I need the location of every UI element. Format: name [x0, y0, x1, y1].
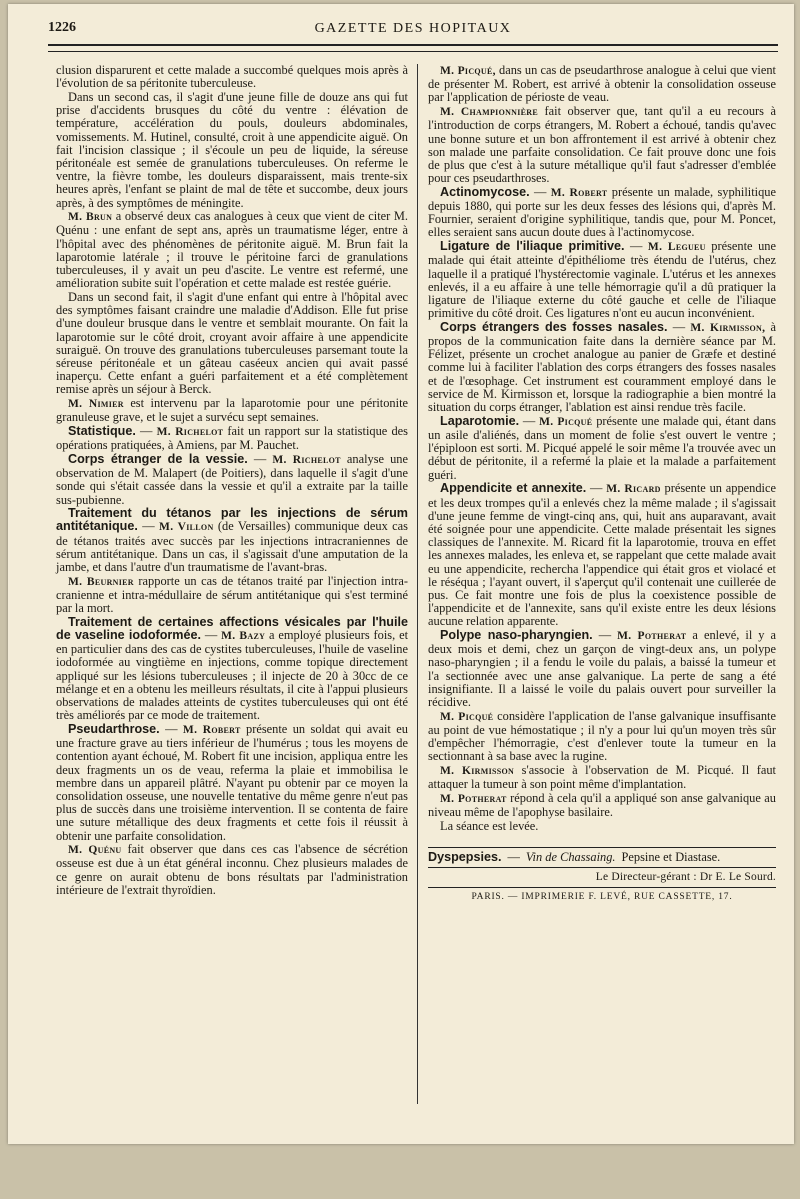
speaker-name: M. Villon — [159, 521, 214, 534]
paragraph-text: fait un rapport sur la statistique des opérations pratiquées, à Amiens, par M. Pauchet. — [56, 423, 408, 453]
newspaper-page — [8, 4, 794, 1144]
section-title: Corps étranger de la vessie. — [68, 451, 248, 466]
right-column — [428, 64, 776, 905]
article-paragraph — [428, 710, 776, 764]
speaker-name: M. Legueu — [647, 241, 706, 254]
header-rule — [48, 44, 778, 52]
paragraph-text: fait observer que, tant qu'il a eu recours à l'introduction de corps étrangers, M. Robert a échoué, tandis qu'avec une bonne suture et un bon affrontement il est arrivé à obtenir chez son malade une parfaite consolidation. Ce fait prouve donc une fois de plus que c'est à la suture métallique qu'il faut s'adresser d'emblée pour ces pseudarthroses. — [428, 104, 776, 186]
speaker-name: M. Beurnier — [68, 575, 134, 588]
section-title: Traitement du tétanos par les injections de sérum antitétanique. — [56, 506, 408, 534]
footer-rule-middle — [428, 867, 776, 868]
speaker-name: M. Quénu — [68, 844, 122, 857]
paragraph-text: répond à cela qu'il a appliqué son anse galvanique au niveau même de l'apophyse basilaire. — [428, 790, 776, 820]
paragraph-text: est intervenu par la laparotomie pour une péritonite granuleuse grave, et le sujet a survécu sept semaines. — [56, 396, 409, 425]
paragraph-text: considère l'application de l'anse galvanique insuffisante au point de vue hémostatique ; il n'y a pour lui qu'un moyen très sûr d'empêcher l'hémorragie, c'est d'enlever toute la tumeur en la sectionnant à sa base avec la rugine. — [428, 708, 776, 764]
article-paragraph: Appendicite et annexite. — M. Ricard présente un appendice et les deux trompes qu'il a enlevés chez la même malade ; il s'agissait d'une jeune femme de vingt-cinq ans, qui, huit ans auparavant, avait été soignée pour une appendicite. Cette malade présentait les signes classiques de l'annexite. M. Ricard fit la laparotomie, trouva en effet les annexes malades, les enleva et, se rappelant que cette malade avait eu une appendicite, rechercha l'appendice qui était gros et violacé et le réséqua ; l'ayant ouvert, il s'aperçut qu'il contenait une cuillerée de pus. Ce fait montre une fois de plus la coexistence possible de l'appendicite et de l'annexite, sans qu'il existe entre les deux lésions aucune relation apparente. — [428, 481, 776, 629]
advert-products: Pepsine et Diastase. — [621, 850, 721, 865]
article-paragraph: Statistique. — M. Richelot fait un rapport sur la statistique des opérations pratiquées, à Amiens, par M. Pauchet. — [56, 423, 408, 453]
article-paragraph — [428, 105, 776, 185]
right-column-body — [428, 64, 776, 833]
paragraph-text: a employé plusieurs fois, et en particulier dans des cas de cystites tuberculeuses, l'huile de vaseline iodoformée au vingtième en injections, comme topique directement appliqué sur les lésions tuberculeuses ; il injecte de 20 à 30cc de ce mélange et en a obtenu les meilleurs résultats, il cite à l'appui plusieurs observations de malades atteints de cystites tuberculeuses qui ont été très améliorés par ce mode de traitement. — [56, 628, 409, 723]
article-paragraph — [428, 820, 776, 833]
speaker-name: M. Brun — [68, 211, 113, 224]
speaker-name: M. Richelot — [272, 453, 341, 466]
speaker-name: M. Robert — [550, 186, 608, 199]
paragraph-text: a observé deux cas analogues à ceux que vient de citer M. Quénu : une enfant de sept ans, après un traumatisme léger, entre à l'hôpital avec des phénomènes de péritonite aiguë. M. Brun fait la laparotomie latérale ; il trouve le péritoine farci de granulations tuberculeuses, il y avait un peu d'ascite. Le ventre est refermé, une amélioration subite suit l'opération et cette malade est restée guérie. — [56, 209, 408, 291]
journal-title: GAZETTE DES HOPITAUX — [314, 21, 512, 36]
advert-text: Vin de Chassaing. — [525, 850, 616, 865]
advert-line — [428, 851, 776, 864]
page-header — [48, 18, 778, 42]
article-paragraph: Traitement du tétanos par les injections de sérum antitétanique. — M. Villon (de Versailles) communique deux cas de tétanos traités avec succès par les injections intracraniennes de sérum antitétanique. Dans un cas, il s'agissait d'une amputation de la jambe, et dans l'autre d'un traumatisme de l'avant-bras. — [56, 506, 408, 575]
footer-rule-bottom — [428, 887, 776, 888]
section-title: Polype naso-pharyngien. — [440, 628, 593, 643]
paragraph-text: s'associe à l'observation de M. Picqué. Il faut attaquer la tumeur à son point même d'implantation. — [428, 763, 776, 792]
article-paragraph — [428, 792, 776, 819]
speaker-name: M. Ricard — [606, 483, 661, 496]
paragraph-text: La séance est levée. — [440, 818, 539, 833]
speaker-name: M. Picqué, — [440, 65, 496, 77]
paragraph-text: à propos de la communication faite dans la dernière séance par M. Félizet, présente un crochet analogue au panier de Græfe et destiné comme lui à faciliter l'ablation des corps étrangers des fosses nasales et de l'œsophage. Cet instrument est couramment employé dans le service de M. Kirmisson et, lorsque la radiographie a bien montré la situation du corps étranger, l'ablation est ainsi rendue très facile. — [428, 319, 777, 415]
speaker-name: M. Potherat — [617, 630, 687, 643]
speaker-name: M. Robert — [182, 723, 241, 736]
section-title: Laparotomie. — [440, 413, 520, 428]
article-paragraph — [56, 210, 408, 290]
section-title: Corps étrangers des fosses nasales. — [440, 319, 668, 334]
advert-dash: — — [507, 850, 520, 865]
page-number: 1226 — [48, 20, 76, 35]
article-paragraph: Ligature de l'iliaque primitive. — M. Legueu présente une malade qui était atteinte d'épithéliome très étendu de l'utérus, chez laquelle il a pratiqué l'hystérectomie vaginale. L'utérus et les annexes enlevés, il a eu affaire à une telle hémorragie qu'il a dû pratiquer la ligature de l'iliaque externe du côté gauche et celle de l'iliaque primitive du côté droit. Ces ligatures n'ont eu aucun inconvénient. — [428, 239, 776, 321]
article-paragraph: Traitement de certaines affections vésicales par l'huile de vaseline iodoformée. — M. Bazy a employé plusieurs fois, et en particulier dans des cas de cystites tuberculeuses, l'huile de vaseline iodoformée au vingtième en injections, comme topique directement appliqué sur les lésions tuberculeuses ; il injecte de 20 à 30cc de ce mélange et en a obtenu les meilleurs résultats, il cite à l'appui plusieurs observations de malades atteints de cystites tuberculeuses qui ont été très améliorés par ce mode de traitement. — [56, 614, 409, 723]
speaker-name: M. Championnière — [440, 106, 539, 119]
paragraph-text: rapporte un cas de tétanos traité par l'injection intra-cranienne et intra-médullaire de sérum antitétanique qui s'est terminé par la mort. — [56, 573, 408, 616]
paragraph-text: Dans un second cas, il s'agit d'une jeune fille de douze ans qui fut prise d'accidents brusques du côté du ventre : élévation de température, accélération du pouls, douleurs abdominales, vomissements. M. Hutinel, consulté, croit à une appendicite aiguë. On fait l'incision classique ; il s'écoule un peu de liquide, la séreuse péritonéale est semée de granulations tuberculeuses. On referme le ventre, la fièvre tombe, les douleurs disparaissent, mais trente-six heures après, l'enfant se plaint de mal de tête et succombe, deux jours après, à des symptômes de méningite. — [56, 89, 408, 210]
article-paragraph — [56, 397, 408, 424]
paragraph-text: clusion disparurent et cette malade a succombé quelques mois après à l'évolution de sa péritonite tuberculeuse. — [56, 63, 408, 91]
paragraph-text: analyse une observation de M. Malapert (de Poitiers), dans laquelle il s'agit d'une sonde qui s'était cassée dans la vessie et qu'il a extraite par la taille sus-pubienne. — [56, 451, 408, 507]
speaker-name: M. Picqué — [539, 415, 593, 428]
paragraph-text: Dans un second fait, il s'agit d'une enfant qui entre à l'hôpital avec des symptômes faisant craindre une maladie d'Addison. Elle fut prise d'une douleur brusque dans le ventre et semblait mourante. On fait la laparotomie sur le côté droit, croyant avoir affaire à une appendicite suraiguë. On trouve des granulations tuberculeuses parsemant toute la séreuse péritonéale et un gâteau caséeux ancien qui avait passé inaperçu. Cette enfant a guéri parfaitement et a été complètement remise après un séjour à Berck. — [56, 289, 408, 397]
article-paragraph: Corps étrangers des fosses nasales. — M. Kirmisson, à propos de la communication faite dans la dernière séance par M. Félizet, présente un crochet analogue au panier de Græfe et destiné comme lui à faciliter l'ablation des corps étrangers des fosses nasales et de l'œsophage. Cet instrument est couramment employé dans le service de M. Kirmisson et, lorsque la radiographie a bien montré la situation du corps étranger, l'ablation est ainsi rendue très facile. — [428, 319, 777, 415]
paragraph-text: présente un appendice et les deux trompes qu'il a enlevés chez la même malade ; il s'agissait d'une jeune femme de vingt-cinq ans, qui, huit ans auparavant, avait été soignée pour une appendicite. Cette malade présentait les signes classiques de l'annexite. M. Ricard fit la laparotomie, trouva en effet les annexes malades, les enleva et, se rappelant que cette malade avait eu une appendicite, rechercha l'appendice qui était gros et violacé et le réséqua ; l'ayant ouvert, il s'aperçut qu'il contenait une cuillerée de pus. Ce fait montre une fois de plus la coexistence possible de l'appendicite et de l'annexite, sans qu'il existe entre les deux lésions aucune relation apparente. — [428, 481, 776, 629]
article-paragraph — [428, 64, 776, 105]
speaker-name: M. Kirmisson, — [690, 321, 766, 334]
article-paragraph: Pseudarthrose. — M. Robert présente un soldat qui avait eu une fracture grave au tiers inférieur de l'humérus ; tous les moyens de contention ayant échoué, M. Robert fit une incision, appliqua entre les deux fragments un os de veau, referma la plaie et immobilisa le membre dans un appareil plâtré. N'ayant pu obtenir par ce moyen la consolidation osseuse, une nouvelle tentative du même genre n'eut pas plus de succès dans une troisième intervention. Il se contenta de faire une suture métallique des deux fragments et cette fois il réussit à obtenir une parfaite consolidation. — [56, 721, 408, 843]
section-title: Statistique. — [68, 423, 136, 438]
speaker-name: M. Richelot — [156, 425, 224, 438]
article-paragraph — [56, 291, 408, 397]
section-title: Actinomycose. — [440, 184, 530, 199]
paragraph-text: dans un cas de pseudarthrose analogue à celui que vient de présenter M. Robert, est arrivé à obtenir la consolidation osseuse par l'application de périoste de veau. — [428, 63, 776, 105]
footer — [428, 847, 776, 905]
speaker-name: M. Bazy — [221, 630, 266, 643]
paragraph-text: a enlevé, il y a deux mois et demi, chez un garçon de vingt-deux ans, un polype naso-pharyngien ; il a fendu le voile du palais, a baissé la tumeur et l'a sectionnée avec une anse galvanique. La perte de sang a été insignifiante. Il a laissé le voile du palais ouvert pour surveiller la récidive. — [428, 628, 777, 710]
article-paragraph: Corps étranger de la vessie. — M. Richelot analyse une observation de M. Malapert (de Poitiers), dans laquelle il s'agit d'une sonde qui s'était cassée dans la vessie et qu'il a extraite par la taille sus-pubienne. — [56, 451, 408, 507]
section-title: Pseudarthrose. — [68, 721, 160, 736]
article-paragraph — [56, 64, 408, 90]
paragraph-text: présente un malade, syphilitique depuis 1880, qui porte sur les deux fesses des lésions qui, d'après M. Fournier, seraient d'origine syphilitique, tandis que, pour M. Poncet, elles seraient sans aucun doute dues à l'actinomycose. — [428, 184, 776, 240]
speaker-name: M. Potherat — [440, 792, 507, 805]
advert-label: Dyspepsies. — [428, 850, 502, 865]
speaker-name: M. Picqué — [440, 710, 494, 723]
paragraph-text: fait observer que dans ces cas l'absence de sécrétion osseuse est due à un état général inconnu. Chez plusieurs malades de ce genre on aurait obtenu de bons résultats par l'administration intérieure de l'extrait thyroïdien. — [56, 842, 408, 897]
section-title: Traitement de certaines affections vésicales par l'huile de vaseline iodoformée. — [56, 614, 408, 643]
paragraph-text: présente un soldat qui avait eu une fracture grave au tiers inférieur de l'humérus ; tous les moyens de contention ayant échoué, M. Robert fit une incision, appliqua entre les deux fragments un os de veau, referma la plaie et immobilisa le membre dans un appareil plâtré. N'ayant pu obtenir par ce moyen la consolidation osseuse, une nouvelle tentative du même genre n'eut pas plus de succès dans une troisième intervention. Il se contenta de faire une suture métallique des deux fragments et cette fois il réussit à obtenir une parfaite consolidation. — [56, 721, 408, 843]
column-divider — [417, 64, 418, 1104]
article-paragraph — [56, 575, 408, 616]
paragraph-text: présente une malade qui, étant dans un asile d'aliénés, dans un moment de folie s'est ouvert le ventre ; l'épiploon est sorti. M. Picqué appelé le soir même l'a trouvée avec un début de péritonite, il a refermé la plaie et la malade a parfaitement guéri. — [428, 413, 776, 482]
speaker-name: M. Nimier — [68, 398, 124, 411]
article-paragraph: Polype naso-pharyngien. — M. Potherat a enlevé, il y a deux mois et demi, chez un garçon de vingt-deux ans, un polype naso-pharyngien ; il a fendu le voile du palais, a baissé la tumeur et l'a sectionnée avec une anse galvanique. La perte de sang a été insignifiante. Il a laissé le voile du palais ouvert pour surveiller la récidive. — [428, 628, 777, 710]
footer-rule-top — [428, 847, 776, 848]
article-paragraph — [56, 91, 408, 210]
speaker-name: M. Kirmisson — [440, 765, 515, 778]
article-paragraph: Laparotomie. — M. Picqué présente une malade qui, étant dans un asile d'aliénés, dans un moment de folie s'est ouvert le ventre ; l'épiploon est sorti. M. Picqué appelé le soir même l'a trouvée avec un début de péritonite, il a refermé la plaie et la malade a parfaitement guéri. — [428, 413, 776, 482]
article-paragraph — [56, 843, 408, 897]
director-line: Le Directeur-gérant : Dr E. Le Sourd. — [595, 871, 776, 884]
paragraph-text: (de Versailles) communique deux cas de tétanos traités avec succès par les injections intracraniennes de sérum antitétanique. Dans un cas, il s'agissait d'une amputation de la jambe, et dans l'autre d'un traumatisme de l'avant-bras. — [56, 519, 408, 575]
article-paragraph — [428, 764, 776, 791]
paragraph-text: présente une malade qui était atteinte d'épithéliome très étendu de l'utérus, chez laquelle il a pratiqué l'hystérectomie vaginale. L'utérus et les annexes enlevés, il a eu affaire à une telle hémorragie qu'il a dû pratiquer la ligature de l'iliaque externe du côté gauche et celle de l'iliaque primitive du côté droit. Ces ligatures n'ont eu aucun inconvénient. — [428, 239, 776, 321]
article-paragraph: Actinomycose. — M. Robert présente un malade, syphilitique depuis 1880, qui porte sur les deux fesses des lésions qui, d'après M. Fournier, seraient d'origine syphilitique, tandis que, pour M. Poncet, elles seraient sans aucun doute dues à l'actinomycose. — [428, 184, 776, 240]
printer-line: PARIS. — IMPRIMERIE F. LEVÉ, RUE CASSETTE, 17. — [471, 892, 733, 903]
section-title: Ligature de l'iliaque primitive. — [440, 239, 625, 254]
section-title: Appendicite et annexite. — [440, 481, 587, 496]
left-column — [56, 64, 408, 898]
